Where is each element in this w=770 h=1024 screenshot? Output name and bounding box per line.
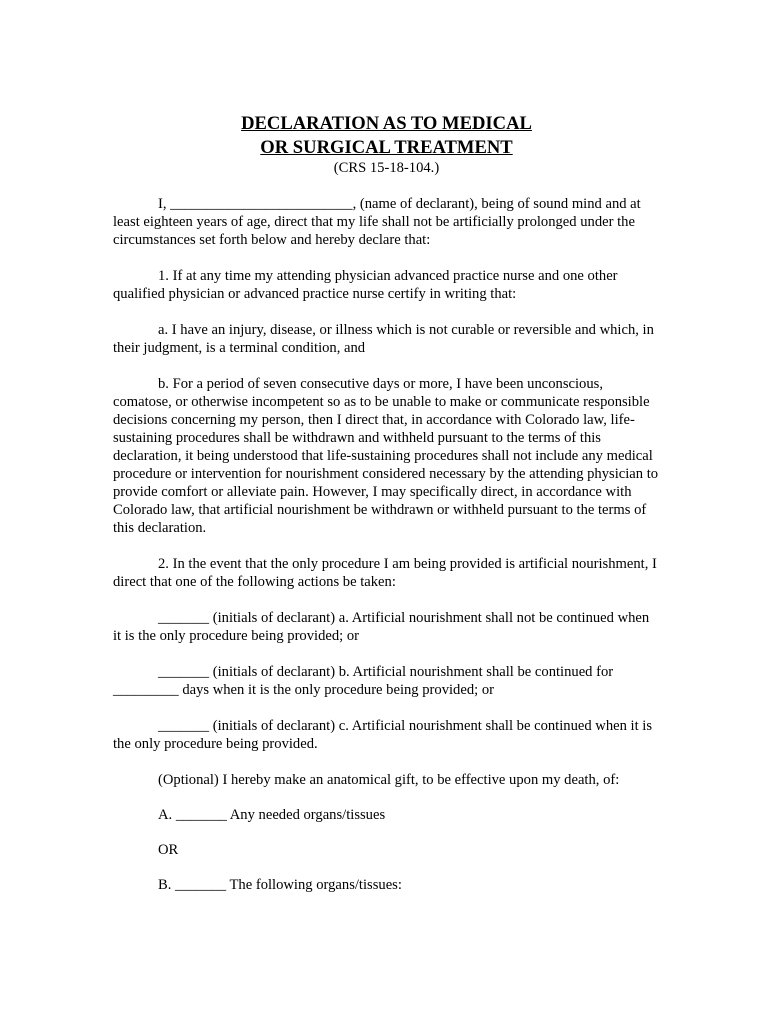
statute-citation: (CRS 15-18-104.) — [333, 160, 440, 176]
document-title-line-1: DECLARATION AS TO MEDICAL — [241, 113, 532, 134]
optional-anatomical-gift: (Optional) I hereby make an anatomical gift, to be effective upon my death, of: — [158, 772, 620, 788]
document-title-line-2: OR SURGICAL TREATMENT — [260, 137, 513, 158]
paragraph-2b: _______ (initials of declarant) b. Artificial nourishment shall be continued for _________ days when it is the only procedure being provided; or — [113, 664, 614, 698]
paragraph-2a: _______ (initials of declarant) a. Artificial nourishment shall not be continued when it is the only procedure being provided; or — [113, 610, 650, 644]
paragraph-1b: b. For a period of seven consecutive days or more, I have been unconscious, comatose, or otherwise incompetent so as to be unable to make or communicate responsible decisions concerning my person, then I direct that, in accordance with Colorado law, life-sustaining procedures shall be withdrawn and withheld pursuant to the terms of this declaration, it being understood that life-sustaining procedures shall not include any medical procedure or intervention for nourishment considered necessary by the attending physician to provide comfort or alleviate pain. However, I may specifically direct, in accordance with Colorado law, that artificial nourishment be withdrawn or withheld pursuant to the terms of this declaration. — [113, 376, 659, 536]
paragraph-1a: a. I have an injury, disease, or illness which is not curable or reversible and which, in their judgment, is a terminal condition, and — [113, 322, 654, 356]
paragraph-2c: _______ (initials of declarant) c. Artificial nourishment shall be continued when it is the only procedure being provided. — [113, 718, 653, 752]
document-page — [113, 112, 660, 911]
option-a: A. _______ Any needed organs/tissues — [158, 807, 386, 823]
intro-paragraph: I, _________________________, (name of declarant), being of sound mind and at least eighteen years of age, direct that my life shall not be artificially prolonged under the circumstances set forth below and hereby declare that: — [113, 196, 641, 248]
option-b: B. _______ The following organs/tissues: — [158, 877, 402, 893]
paragraph-2: 2. In the event that the only procedure I am being provided is artificial nourishment, I direct that one of the following actions be taken: — [113, 556, 657, 590]
paragraph-1: 1. If at any time my attending physician advanced practice nurse and one other qualified physician or advanced practice nurse certify in writing that: — [113, 268, 618, 302]
option-or: OR — [158, 842, 179, 858]
